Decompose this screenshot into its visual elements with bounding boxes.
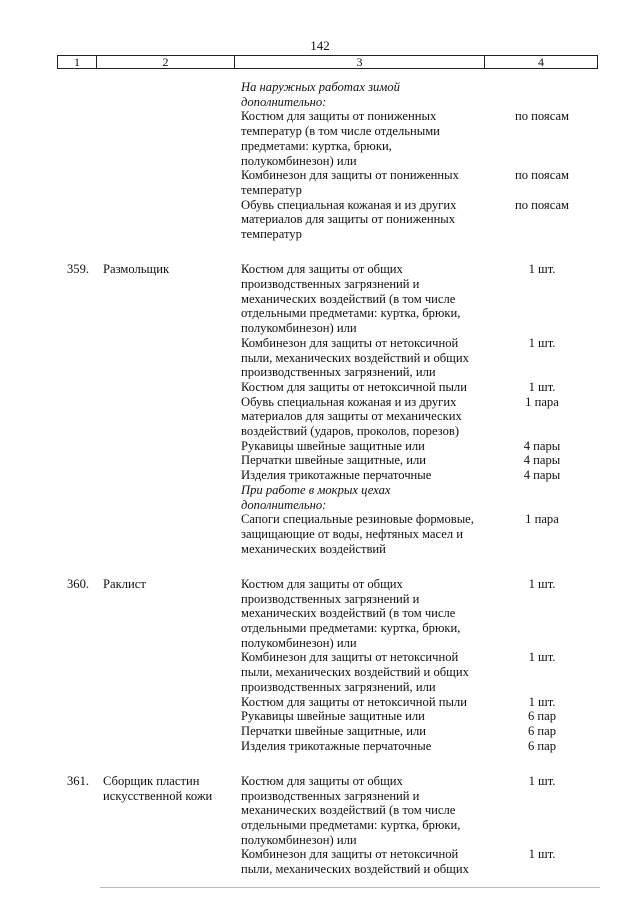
issue-quantity: 1 шт. xyxy=(528,773,556,788)
section-subheading: При работе в мокрых цехах xyxy=(241,482,391,497)
profession-name: Раклист xyxy=(103,576,146,591)
ppe-item-line: Костюм для защиты от пониженных xyxy=(241,109,437,124)
section-subheading: дополнительно: xyxy=(241,497,327,512)
column-header-3: 3 xyxy=(356,55,363,69)
profession-name: Размольщик xyxy=(103,262,170,277)
ppe-item-line: защищающие от воды, нефтяных масел и xyxy=(241,526,464,541)
ppe-item-line: производственных загрязнений и xyxy=(241,277,420,291)
issue-quantity: 1 шт. xyxy=(528,379,556,394)
issue-quantity: 4 пары xyxy=(523,453,561,468)
issue-quantity: 6 пар xyxy=(527,709,557,724)
ppe-item-line: Костюм для защиты от нетоксичной пыли xyxy=(241,694,467,709)
ppe-item-line: Обувь специальная кожаная и из других xyxy=(241,394,457,409)
ppe-item-line: пыли, механических воздействий и общих xyxy=(241,862,469,877)
ppe-item-line: пыли, механических воздействий и общих xyxy=(241,350,469,365)
ppe-item-line: Рукавицы швейные защитные или xyxy=(241,438,425,453)
ppe-item-line: механических воздействий (в том числе xyxy=(241,291,456,306)
issue-quantity: 6 пар xyxy=(527,723,557,738)
ppe-item-line: Комбинезон для защиты от нетоксичной xyxy=(241,650,459,665)
ppe-item-line: полукомбинезон) или xyxy=(241,832,357,847)
ppe-item-line: производственных загрязнений и xyxy=(241,788,420,803)
issue-quantity: 1 шт. xyxy=(528,650,556,665)
issue-quantity: 1 пара xyxy=(525,394,559,409)
ppe-item-line: отдельными предметами: куртка, брюки, xyxy=(241,818,461,832)
ppe-item-line: отдельными предметами: куртка, брюки, xyxy=(241,306,461,321)
issue-quantity: 1 шт. xyxy=(528,576,556,591)
issue-quantity: 1 пара xyxy=(525,512,559,527)
ppe-item-line: Сапоги специальные резиновые формовые, xyxy=(241,512,474,527)
ppe-item-line: пыли, механических воздействий и общих xyxy=(241,665,469,680)
ppe-item-line: материалов для защиты от механических xyxy=(241,409,462,424)
ppe-item-line: механических воздействий (в том числе xyxy=(241,606,456,621)
ppe-item-line: производственных загрязнений и xyxy=(241,591,420,606)
ppe-item-line: Рукавицы швейные защитные или xyxy=(241,709,425,724)
column-header-row xyxy=(57,55,598,69)
issue-quantity: по поясам xyxy=(514,109,570,124)
issue-quantity: 1 шт. xyxy=(528,847,556,862)
ppe-item-line: Перчатки швейные защитные, или xyxy=(241,453,426,468)
column-header-4: 4 xyxy=(538,55,544,69)
ppe-item-line: Костюм для защиты от нетоксичной пыли xyxy=(241,379,467,394)
ppe-item-line: производственных загрязнений, или xyxy=(241,679,436,694)
ppe-item-line: полукомбинезон) или xyxy=(241,153,357,168)
ppe-item-line: Перчатки швейные защитные, или xyxy=(241,723,426,738)
ppe-item-line: полукомбинезон) или xyxy=(241,635,357,650)
ppe-item-line: температур xyxy=(241,227,302,241)
page-edge-line xyxy=(100,887,600,888)
section-subheading: На наружных работах зимой xyxy=(241,80,400,94)
entry-number: 360. xyxy=(67,576,90,591)
ppe-item-line: Комбинезон для защиты от пониженных xyxy=(241,168,459,183)
ppe-item-line: механических воздействий (в том числе xyxy=(241,803,456,818)
page-number: 142 xyxy=(310,38,330,53)
column-header-1: 1 xyxy=(74,55,80,69)
ppe-item-line: Обувь специальная кожаная и из других xyxy=(241,197,457,212)
issue-quantity: по поясам xyxy=(514,168,570,183)
section-subheading: дополнительно: xyxy=(241,94,327,109)
ppe-item-line: Комбинезон для защиты от нетоксичной xyxy=(241,335,459,350)
issue-quantity: 4 пары xyxy=(523,468,561,483)
ppe-item-line: воздействий (ударов, проколов, порезов) xyxy=(241,424,460,438)
ppe-item-line: отдельными предметами: куртка, брюки, xyxy=(241,621,461,635)
issue-quantity: 4 пары xyxy=(523,438,561,453)
ppe-item-line: Костюм для защиты от общих xyxy=(241,262,403,277)
ppe-item-line: Изделия трикотажные перчаточные xyxy=(241,468,432,483)
ppe-item-line: Костюм для защиты от общих xyxy=(241,576,403,591)
ppe-item-line: температур xyxy=(241,182,302,197)
ppe-item-line: механических воздействий xyxy=(241,541,386,556)
ppe-item-line: Комбинезон для защиты от нетоксичной xyxy=(241,847,459,862)
ppe-item-line: производственных загрязнений, или xyxy=(241,365,436,380)
profession-name: искусственной кожи xyxy=(103,788,213,803)
entry-number: 361. xyxy=(67,773,90,788)
ppe-item-line: материалов для защиты от пониженных xyxy=(241,212,456,227)
issue-quantity: по поясам xyxy=(514,197,570,212)
profession-name: Сборщик пластин xyxy=(103,773,200,788)
issue-quantity: 6 пар xyxy=(527,738,557,753)
issue-quantity: 1 шт. xyxy=(528,262,556,277)
ppe-item-line: Изделия трикотажные перчаточные xyxy=(241,738,432,753)
issue-quantity: 1 шт. xyxy=(528,335,556,350)
ppe-item-line: предметами: куртка, брюки, xyxy=(241,138,392,153)
ppe-item-line: температур (в том числе отдельными xyxy=(241,124,440,139)
ppe-item-line: Костюм для защиты от общих xyxy=(241,773,403,788)
entry-number: 359. xyxy=(67,262,90,277)
ppe-item-line: полукомбинезон) или xyxy=(241,321,357,336)
issue-quantity: 1 шт. xyxy=(528,694,556,709)
column-header-2: 2 xyxy=(162,55,169,69)
